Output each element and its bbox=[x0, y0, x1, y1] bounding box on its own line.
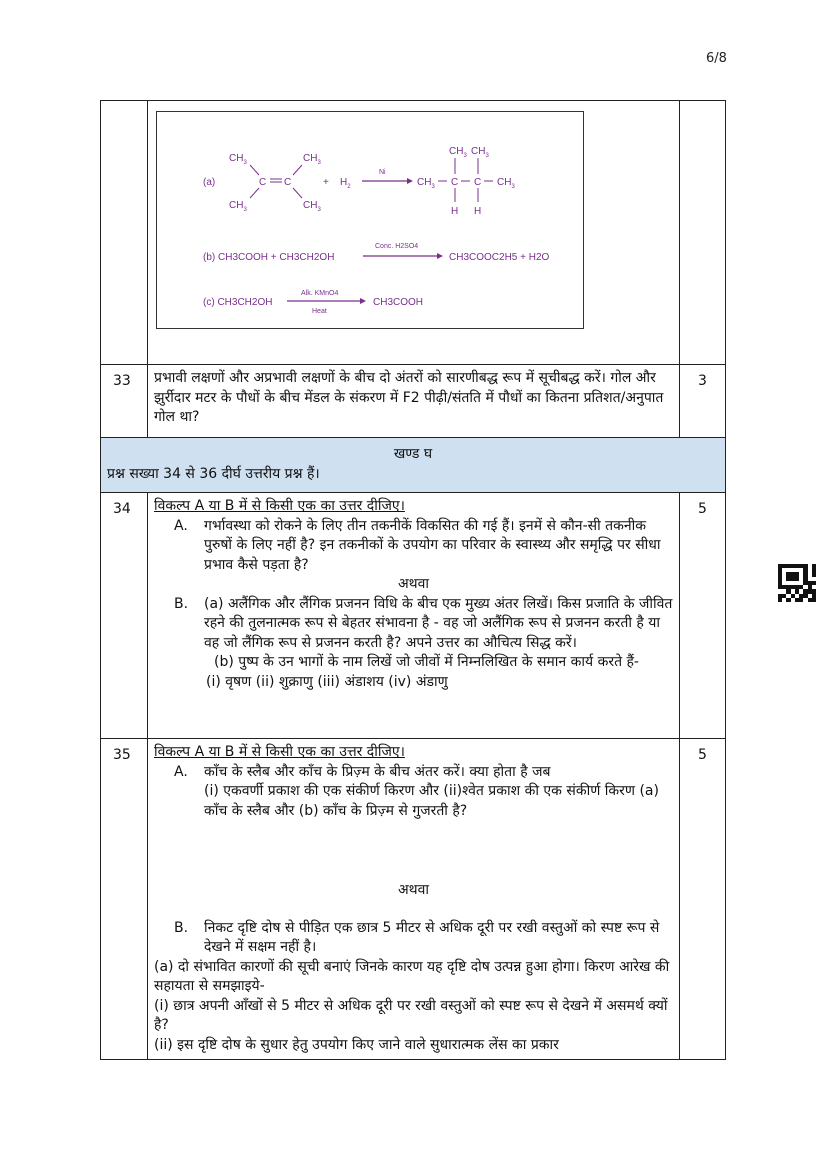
question-number: 35 bbox=[101, 739, 148, 1060]
chem-row bbox=[101, 101, 726, 365]
option-b-part-i: (i) छात्र अपनी आँखों से 5 मीटर से अधिक दूरी पर रखी वस्तुओं को स्पष्ट रूप से देखने में असमर्थ क्यों है? bbox=[154, 997, 668, 1033]
chem-ch3-bottom-left: $CH_3$ bbox=[229, 200, 247, 213]
option-b-text: (a) अलैंगिक और लैंगिक प्रजनन विधि के बीच एक मुख्य अंतर लिखें। किस प्रजाति के जीवित रहने की तुलनात्मक रूप से बेहतर संभावना है - वह जो अलैंगिक रूप से प्रजनन करती है या वह जो लैंगिक रूप से प्रजनन करती है? अपने उत्तर का औचित्य सिद्ध करें। bbox=[204, 595, 673, 651]
option-a-subparts: (i) एकवर्णी प्रकाश की एक संकीर्ण किरण और (ii)श्वेत प्रकाश की एक संकीर्ण किरण (a) काँच के स्लैब और (b) काँच के प्रिज़्म से गुजरती है? bbox=[204, 783, 659, 819]
chem-plus-a: + bbox=[323, 177, 329, 188]
question-number: 34 bbox=[101, 493, 148, 739]
chem-ni-catalyst: Ni bbox=[379, 169, 386, 176]
question-marks: 5 bbox=[680, 739, 726, 1060]
or-divider: अथवा bbox=[397, 882, 430, 898]
chem-product-c2: C bbox=[474, 177, 482, 188]
chem-c-reactant: (c) CH3CH2OH bbox=[203, 297, 273, 308]
chem-product-h2: H bbox=[474, 206, 482, 217]
chem-a-label: (a) bbox=[203, 177, 216, 188]
chem-b-products: CH3COOC2H5 + H2O bbox=[449, 252, 550, 263]
question-marks: 5 bbox=[680, 493, 726, 739]
chem-carbon-1: C bbox=[259, 177, 267, 188]
option-b bbox=[154, 595, 673, 654]
option-a-label: A. bbox=[174, 517, 188, 534]
option-a-label: A. bbox=[174, 763, 188, 780]
question-text: प्रभावी लक्षणों और अप्रभावी लक्षणों के बीच दो अंतरों को सारणीबद्ध रूप में सूचीबद्ध करें। गोल और झुर्रीदार मटर के पौधों के बीच मेंडल के संकरण में F2 पीढ़ी/संतति में पौधों का कितना प्रतिशत/अनुपात गोल था? bbox=[148, 365, 680, 438]
chem-ch3-top-right: $CH_3$ bbox=[303, 153, 321, 166]
chem-product-ch3-right: $CH_3$ bbox=[497, 177, 515, 190]
option-a-text: गर्भावस्था को रोकने के लिए तीन तकनीकें विकसित की गई हैं। इनमें से कौन-सी तकनीक पुरुषों के लिए नहीं है? इन तकनीकों के उपयोग का परिवार के स्वास्थ्य और समृद्धि पर सीधा प्रभाव कैसे पड़ता है? bbox=[204, 517, 661, 573]
chem-product-ch3-2: $CH_3$ bbox=[471, 146, 489, 159]
option-b-label: B. bbox=[174, 595, 189, 612]
chem-c-product: CH3COOH bbox=[373, 297, 424, 308]
chem-b-reactants: (b) CH3COOH + CH3CH2OH bbox=[203, 252, 335, 263]
option-b-part-a: (a) दो संभावित कारणों की सूची बनाएं जिनके कारण यह दृष्टि दोष उत्पन्न हुआ होगा। किरण आरेख की सहायता से समझाइये- bbox=[154, 958, 670, 994]
chem-c-reagent: Alk. KMnO4 bbox=[301, 290, 339, 297]
option-a bbox=[154, 517, 673, 576]
option-b-part-ii: (ii) इस दृष्टि दोष के सुधार हेतु उपयोग किए जाने वाले सुधारात्मक लेंस का प्रकार bbox=[154, 1036, 559, 1053]
question-number: 33 bbox=[101, 365, 148, 438]
chem-b-catalyst: Conc. H2SO4 bbox=[375, 243, 419, 250]
question-table bbox=[100, 100, 726, 1060]
question-row-34 bbox=[101, 493, 726, 739]
chem-hydrogen: $H_2$ bbox=[340, 177, 351, 190]
chem-product-c1: C bbox=[451, 177, 459, 188]
question-row-33 bbox=[101, 365, 726, 438]
option-b bbox=[154, 919, 673, 958]
chem-ch3-bottom-right: $CH_3$ bbox=[303, 200, 321, 213]
page-number: 6/8 bbox=[706, 51, 727, 66]
section-header-row bbox=[101, 438, 726, 493]
chem-c-condition: Heat bbox=[312, 308, 327, 315]
chem-product-h1: H bbox=[451, 206, 459, 217]
chem-product-ch3-left: $CH_3$ bbox=[417, 177, 435, 190]
option-b-list: (i) वृषण (ii) शुक्राणु (iii) अंडाशय (iv) अंडाणु bbox=[206, 673, 448, 690]
section-title: खण्ड घ bbox=[393, 446, 433, 462]
chem-ch3-top-left: $CH_3$ bbox=[229, 153, 247, 166]
option-instruction: विकल्प A या B में से किसी एक का उत्तर दीजिए। bbox=[154, 744, 405, 760]
option-b-label: B. bbox=[174, 919, 189, 936]
option-b-part-b: (b) पुष्प के उन भागों के नाम लिखें जो जीवों में निम्नलिखित के समान कार्य करते हैं- bbox=[214, 654, 639, 670]
section-subtitle: प्रश्न सख्या 34 से 36 दीर्घ उत्तरीय प्रश्न हैं। bbox=[107, 465, 320, 482]
option-a-text: काँच के स्लैब और काँच के प्रिज़्म के बीच अंतर करें। क्या होता है जब bbox=[204, 763, 551, 780]
question-row-35 bbox=[101, 739, 726, 1060]
qr-code-icon bbox=[778, 564, 816, 602]
chemical-equations-figure bbox=[156, 111, 584, 329]
chem-product-ch3-1: $CH_3$ bbox=[449, 146, 467, 159]
chem-carbon-2: C bbox=[284, 177, 292, 188]
or-divider: अथवा bbox=[397, 576, 430, 592]
option-b-text: निकट दृष्टि दोष से पीड़ित एक छात्र 5 मीटर से अधिक दूरी पर रखी वस्तुओं को स्पष्ट रूप से देखने में सक्षम नहीं है। bbox=[204, 919, 660, 955]
question-marks: 3 bbox=[680, 365, 726, 438]
option-a bbox=[154, 763, 673, 783]
option-instruction: विकल्प A या B में से किसी एक का उत्तर दीजिए। bbox=[154, 498, 405, 514]
